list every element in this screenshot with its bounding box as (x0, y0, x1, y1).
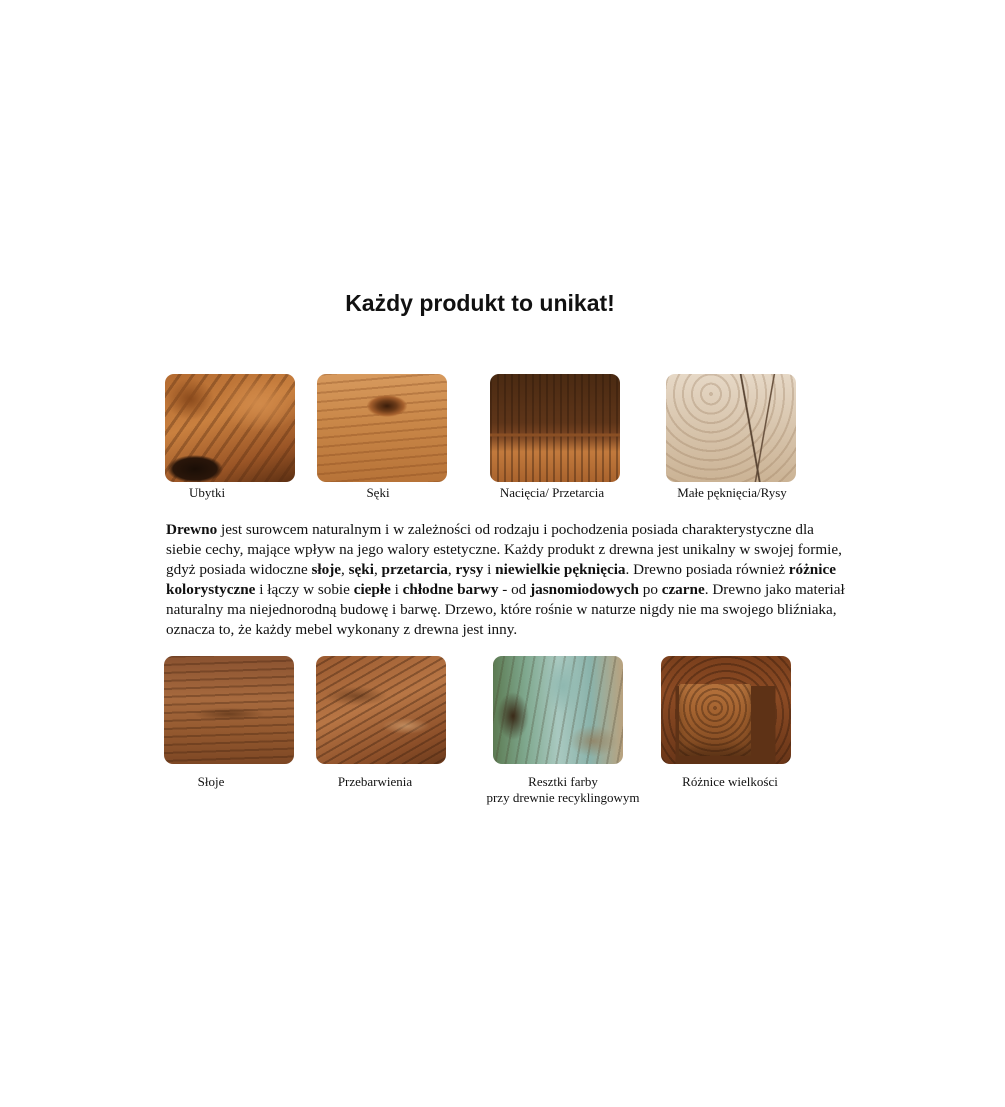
text-span: i łączy w sobie (255, 581, 354, 598)
bold-drewno: Drewno (166, 521, 218, 538)
bold-roznice-kolorystyczne: różnice kolorystyczne (166, 561, 836, 598)
caption-resztki-line2: przy drewnie recyklingowym (486, 790, 640, 805)
bold-przetarcia: przetarcia (381, 561, 448, 578)
caption-resztki-line1: Resztki farby (528, 774, 598, 789)
wood-knots-image (317, 374, 447, 482)
caption-ubytki: Ubytki (188, 485, 226, 500)
text-span: i (483, 561, 496, 578)
bold-rysy: rysy (455, 561, 484, 578)
bold-ciepe: ciepłe (353, 581, 391, 598)
caption-roznice: Różnice wielkości (682, 774, 778, 789)
bold-czarne: czarne (661, 581, 705, 598)
text-span: . Drewno posiada również (625, 561, 789, 578)
wood-block-shape (679, 684, 751, 756)
bold-chlodne-barwy: chłodne barwy (402, 581, 499, 598)
page-title: Każdy produkt to unikat! (345, 290, 615, 316)
text-span: , (447, 561, 456, 578)
text-span: , (341, 561, 349, 578)
text-span: - od (498, 581, 531, 598)
wood-grain-image (164, 656, 294, 764)
wood-missing-image (165, 374, 295, 482)
caption-przebarwienia: Przebarwienia (337, 774, 413, 789)
text-span: , (373, 561, 382, 578)
wood-paint-remains-image (493, 656, 623, 764)
wood-cracks-image (666, 374, 796, 482)
caption-sloje: Słoje (197, 774, 225, 789)
bold-seki: sęki (348, 561, 374, 578)
text-span: . Drewno jako materiał naturalny ma niejednorodną budowę i barwę. Drzewo, które rośnie w naturze nigdy nie ma swojego bliźniaka, oznacza to, że każdy mebel wykonany z drewna jest inny. (166, 581, 845, 638)
caption-seki: Sęki (366, 485, 390, 500)
caption-peknienia: Małe pęknięcia/Rysy (677, 485, 787, 500)
bold-jasnomiodowych: jasnomiodowych (530, 581, 639, 598)
text-span: jest surowcem naturalnym i w zależności od rodzaju i pochodzenia posiada charakterystyczne dla siebie cechy, mające wpływ na jego walory estetyczne. Każdy produkt z drewna jest unikalny w swojej formie, gdyż posiada widoczne (166, 521, 842, 578)
description-paragraph (166, 520, 846, 640)
wood-discoloration-image (316, 656, 446, 764)
bold-pekniecia: niewielkie pęknięcia (495, 561, 626, 578)
bold-sloje: słoje (311, 561, 342, 578)
wood-size-differences-image (661, 656, 791, 764)
text-span: i (390, 581, 403, 598)
text-span: po (638, 581, 662, 598)
caption-naciecia: Nacięcia/ Przetarcia (499, 485, 605, 500)
wood-cuts-image (490, 374, 620, 482)
